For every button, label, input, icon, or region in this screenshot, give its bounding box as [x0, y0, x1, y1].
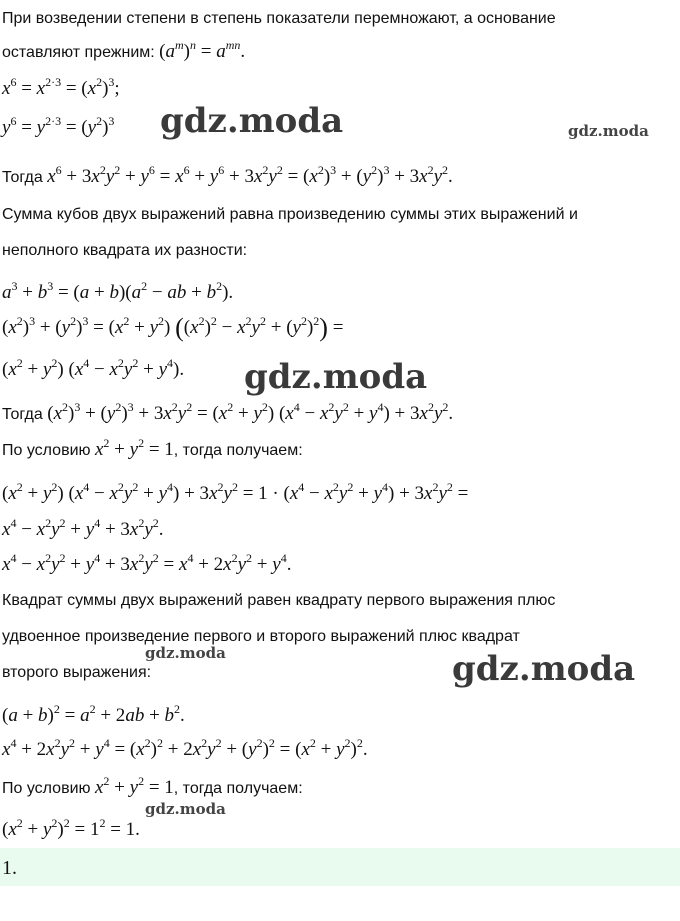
formula-substitute-2: $x^4 - x^2y^2 + y^4 + 3x^2y^2$.	[2, 516, 164, 540]
rule-power-line-1: При возведении степени в степень показатели перемножают, а основание	[2, 10, 556, 27]
formula-condition-2: $x^2 + y^2 = 1$	[94, 774, 174, 798]
rule-power-line-2	[2, 38, 246, 63]
formula-y6: $y^6 = y^{2\cdot 3} = (y^2)^3$	[2, 114, 115, 138]
formula-simplify: $x^4 - x^2y^2 + y^4 + 3x^2y^2 = x^4 + 2x^2y^2 + y^4$.	[2, 551, 292, 575]
square-line-2: удвоенное произведение первого и второго выражений плюс квадрат	[2, 628, 520, 645]
formula-sum-rewrite: $x^6 + 3x^2y^2 + y^6 = x^6 + y^6 + 3x^2y^2 = (x^2)^3 + (y^2)^3 + 3x^2y^2$.	[47, 163, 453, 187]
formula-cubes-expand-1: $(x^2)^3 + (y^2)^3 = (x^2 + y^2) ((x^2)^2 - x^2y^2 + (y^2)^2)$ =	[2, 313, 344, 342]
watermark-large: gdz.moda	[452, 649, 636, 689]
formula-substitute-1: $(x^2 + y^2) (x^4 - x^2y^2 + y^4) + 3x^2y^2 = 1 \cdot (x^4 - x^2y^2 + y^4) + 3x^2y^2$ =	[2, 480, 469, 504]
condition-label-1: По условию	[2, 442, 91, 459]
condition-line-2	[2, 774, 303, 799]
watermark-large: gdz.moda	[160, 101, 344, 141]
then-line-1	[2, 163, 453, 188]
watermark-large: gdz.moda	[244, 357, 428, 397]
watermark-small: gdz.moda	[145, 800, 226, 818]
then-label-1: Тогда	[2, 169, 43, 186]
watermark-small: gdz.moda	[145, 644, 226, 662]
then-label-2: Тогда	[2, 406, 43, 423]
sum-cubes-line-1: Сумма кубов двух выражений равна произведению суммы этих выражений и	[2, 206, 578, 223]
formula-power-rule: $(a^m)^n = a^{mn}$.	[159, 38, 246, 62]
rule-power-label: оставляют прежним:	[2, 44, 155, 61]
formula-sum-cubes: $a^3 + b^3 = (a + b)(a^2$ − ab + $b^2$).	[2, 279, 234, 303]
square-line-3: второго выражения:	[2, 664, 152, 681]
sum-cubes-line-2: неполного квадрата их разности:	[2, 242, 248, 259]
formula-then-2: $(x^2)^3 + (y^2)^3 + 3x^2y^2 = (x^2 + y^2) (x^4 - x^2y^2 + y^4) + 3x^2y^2$.	[47, 400, 454, 424]
square-line-1: Квадрат суммы двух выражений равен квадрату первого выражения плюс	[2, 592, 556, 609]
condition-tail-2: , тогда получаем:	[173, 780, 303, 797]
formula-final: $(x^2 + y^2)^2 = 1^2 = 1$.	[2, 816, 140, 840]
formula-cubes-expand-2: $(x^2 + y^2) (x^4 - x^2y^2 + y^4)$.	[2, 356, 185, 380]
formula-square-apply: $x^4 + 2x^2y^2 + y^4 = (x^2)^2 + 2x^2y^2 + (y^2)^2 = (x^2 + y^2)^2$.	[2, 736, 368, 760]
then-line-2	[2, 400, 454, 425]
watermark-small: gdz.moda	[568, 122, 649, 140]
condition-line-1	[2, 436, 303, 461]
formula-x6: $x^6 = x^{2\cdot 3} = (x^2)^3$;	[2, 75, 120, 99]
condition-tail-1: , тогда получаем:	[173, 442, 303, 459]
answer-value: 1.	[2, 857, 17, 879]
formula-condition-1: $x^2 + y^2 = 1$	[94, 436, 174, 460]
condition-label-2: По условию	[2, 780, 91, 797]
formula-square-sum: $(a + b)^2 = a^2 + 2ab + b^2$.	[2, 702, 185, 726]
answer-box	[0, 848, 680, 886]
